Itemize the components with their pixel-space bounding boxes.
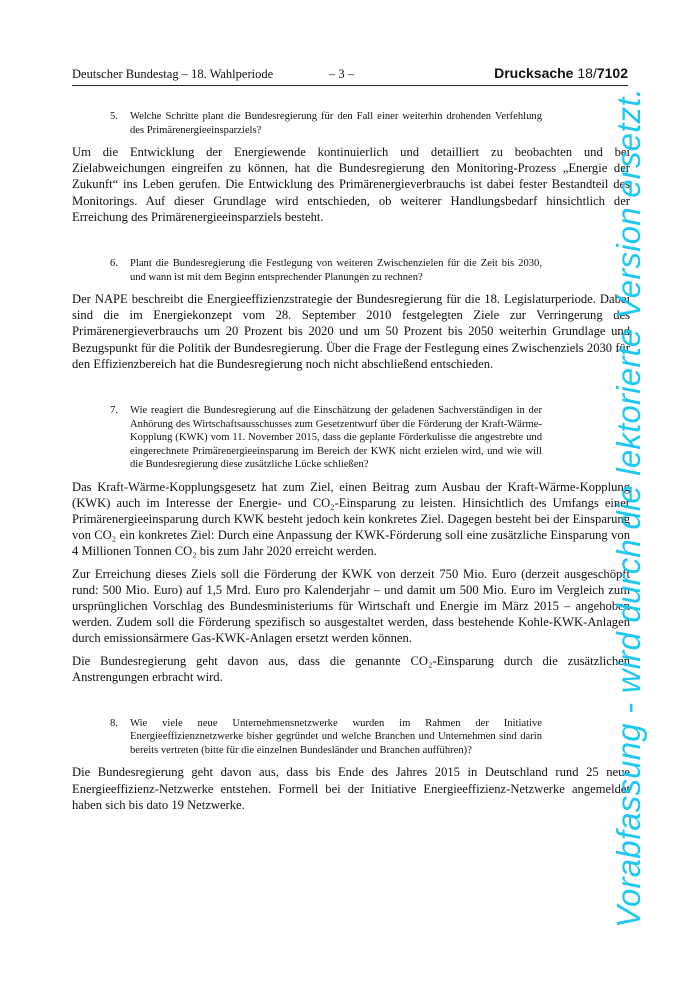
document-prefix: 18/ [577, 65, 597, 81]
question-7 [110, 404, 542, 472]
document-body [72, 110, 630, 813]
question-text: Wie reagiert die Bundesregierung auf die Einschätzung der geladenen Sachverständigen in der Anhörung des Wirtschaftsausschusses zum Gesetzentwurf über die Förderung der Kraft-Wärme-Kopplung (KWK) vom 11. November 2015, dass die geplante Förderkulisse die angestrebte und eingerechnete Primärenergieeinsparung im Bereich der KWK nicht erzielen wird, und wie will die Bundesregierung diese zusätzliche Lücke schließen? [130, 405, 542, 471]
answer-paragraph: Das Kraft-Wärme-Kopplungsgesetz hat zum Ziel, einen Beitrag zum Ausbau der Kraft-Wärme-Kopplung (KWK) auch im Interesse der Energie- und CO₂-Einsparung zu leisten. Hinsichtlich des Umfangs einer Primärenergieeinsparung durch KWK besteht jedoch kein konkretes Ziel. Dagegen besteht bei der Einsparung von CO₂ ein konkretes Ziel: Durch eine Anpassung der KWK-Förderung soll eine zusätzliche Einsparung von 4 Millionen Tonnen CO₂ bis zum Jahr 2020 erreicht werden. [72, 479, 630, 559]
question-text: Wie viele neue Unternehmensnetzwerke wurden im Rahmen der Initiative Energieeffizienznetzwerke bisher gegründet und welche Branchen und Unternehmen sind darin bereits vertreten (bitte für die einzelnen Bundesländer und Branchen aufführen)? [130, 717, 542, 756]
question-number: 8. [110, 717, 118, 729]
parliament-period: Deutscher Bundestag – 18. Wahlperiode [72, 67, 274, 81]
page-number: – 3 – [329, 67, 354, 81]
question-5 [110, 110, 542, 137]
watermark-text: Vorabfassung - wird durch die lektorierte Version ersetzt. [610, 87, 647, 928]
answer-paragraph: Die Bundesregierung geht davon aus, dass die genannte CO₂-Einsparung durch die zusätzlichen Anstrengungen erbracht wird. [72, 653, 630, 684]
question-number: 6. [110, 258, 118, 270]
answer-paragraph: Die Bundesregierung geht davon aus, dass bis Ende des Jahres 2015 in Deutschland rund 25 neue Energieeffizienz-Netzwerke entstehen. Formell bei der Initiative Energieeffizienz-Netzwerke angemeldet haben sich bis dato 19 Netzwerke. [72, 765, 630, 812]
question-text: Welche Schritte plant die Bundesregierung für den Fall einer weiterhin drohenden Verfehlung des Primärenergieeinsparziels? [130, 111, 542, 136]
document-label: Drucksache [494, 65, 574, 81]
question-8 [110, 717, 542, 758]
answer-paragraph: Um die Entwicklung der Energiewende kontinuierlich und detailliert zu beobachten und bei Zielabweichungen eingreifen zu können, hat die Bundesregierung den Monitoring-Prozess „Energie der Zukunft“ ins Leben gerufen. Die Entwicklung des Primärenergieverbrauchs ist dabei fester Bestandteil des Monitorings. Auf dieser Grundlage wird entschieden, ob weiterer Handlungsbedarf hinsichtlich der Erreichung des Primärenergieeinsparziels besteht. [72, 145, 630, 224]
answer-paragraph: Der NAPE beschreibt die Energieeffizienzstrategie der Bundesregierung für die 18. Legislaturperiode. Dabei sind die im Energiekonzept vom 28. September 2010 festgelegten Ziele zur Verringerung des Primärenergieverbrauchs um 20 Prozent bis 2020 und um 50 Prozent bis 2050 weiterhin Grundlage und Bezugspunkt für die Politik der Bundesregierung. Über die Frage der Festlegung eines Zwischenziels 2030 für den Effizienzbereich hat die Bundesregierung noch nicht abschließend entschieden. [72, 292, 630, 371]
document-id: 7102 [596, 65, 628, 81]
document-number [494, 65, 628, 81]
question-number: 7. [110, 405, 118, 417]
page-header [72, 67, 628, 86]
question-text: Plant die Bundesregierung die Festlegung von weiteren Zwischenzielen für die Zeit bis 2030, und wann ist mit dem Beginn entsprechender Planungen zu rechnen? [130, 258, 542, 283]
question-number: 5. [110, 111, 118, 122]
question-6 [110, 257, 542, 284]
answer-paragraph: Zur Erreichung dieses Ziels soll die Förderung der KWK von derzeit 750 Mio. Euro (derzeit ausgeschöpft rund: 500 Mio. Euro) auf 1,5 Mrd. Euro pro Kalenderjahr – und damit um 500 Mio. Euro im Vergleich zum ursprünglichen Vorschlag des Bundesministeriums für Wirtschaft und Energie im März 2015 – angehoben werden. Zudem soll die Förderung spezifisch so ausgestaltet werden, dass bestehende Kohle-KWK-Anlagen durch emissionsärmere Gas-KWK-Anlagen ersetzt werden können. [72, 566, 630, 646]
